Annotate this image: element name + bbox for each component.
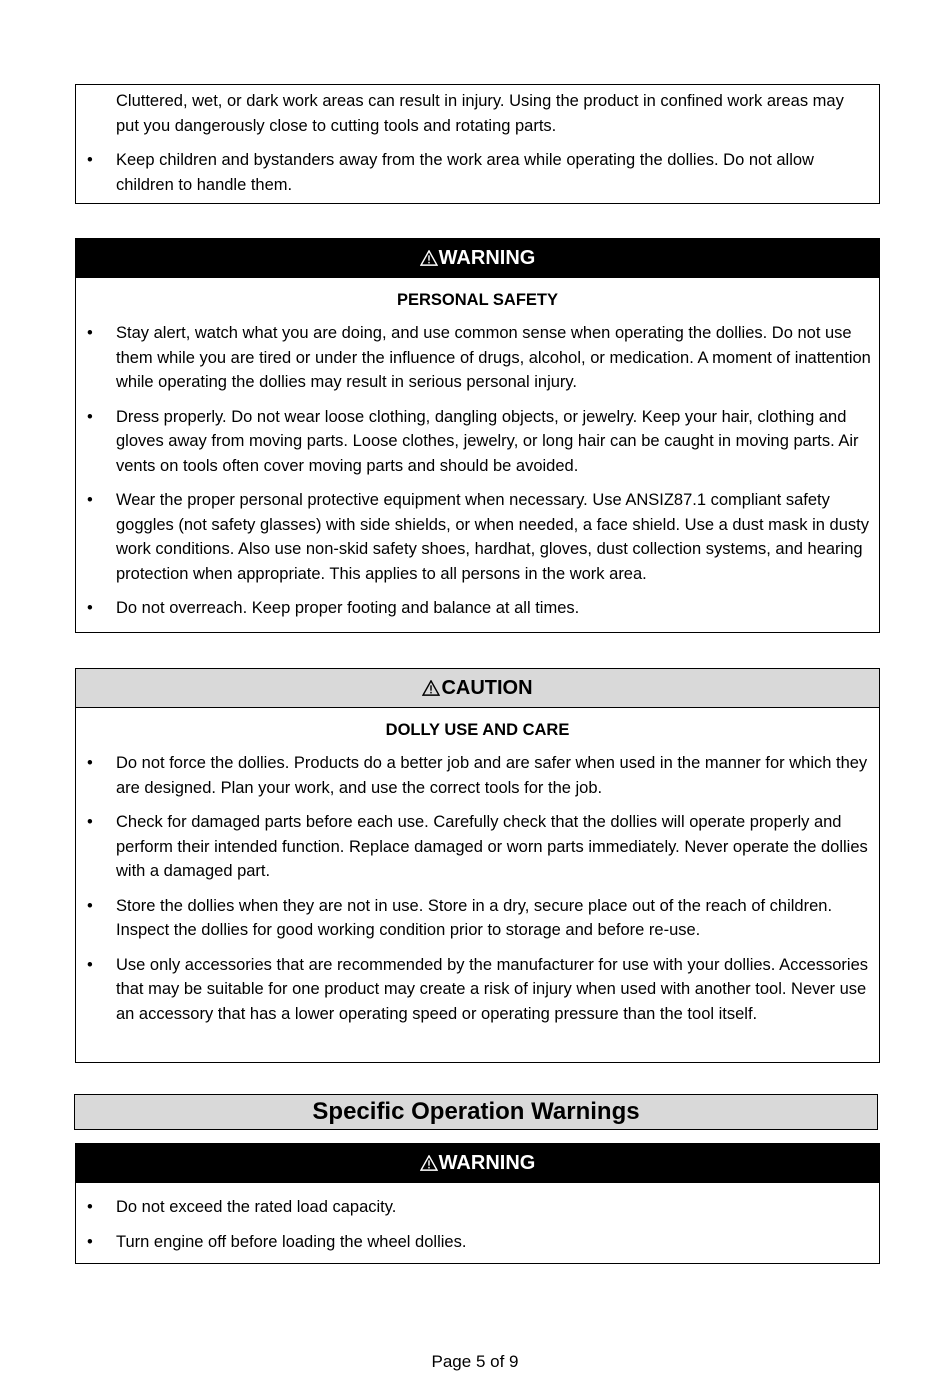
list-item [76,751,879,800]
list-item [76,953,879,1027]
list-item-text: Keep children and bystanders away from the work area while operating the dollies. Do not allow children to handle them. [116,151,814,194]
list-item-text: Check for damaged parts before each use. Carefully check that the dollies will operate properly and perform their intended function. Replace damaged or worn parts immediately. Never operate the dollies with a damaged part. [116,813,868,880]
list-item [76,596,879,621]
bullet: • [87,1232,93,1251]
warning-triangle-icon [420,1155,438,1171]
operation-warning-box [75,1143,880,1264]
caution-banner [76,669,879,708]
list-item [76,148,879,197]
dolly-care-list [76,751,879,1026]
list-item [76,1230,879,1255]
list-item-text: Do not overreach. Keep proper footing and balance at all times. [116,599,580,617]
list-item-text: Use only accessories that are recommended by the manufacturer for use with your dollies. Accessories that may be suitable for one product may create a risk of injury when used with another tool. Never use an accessory that has a lower operating speed or operating pressure than the tool itself. [116,955,869,1023]
list-item [76,810,879,884]
list-item-text: Turn engine off before loading the wheel dollies. [116,1232,467,1251]
personal-safety-list [76,321,879,621]
bullet: • [87,599,93,617]
operation-warning-list [76,1195,879,1254]
list-item-text: Wear the proper personal protective equipment when necessary. Use ANSIZ87.1 compliant safety goggles (not safety glasses) with side shields, or when needed, a face shield. Use a dust mask in dusty work conditions. Also use non-skid safety shoes, hardhat, gloves, dust collection systems, and hearing protection when appropriate. This applies to all persons in the work area. [116,491,869,583]
bullet: • [87,151,93,169]
list-item [76,488,879,586]
list-item-text: Dress properly. Do not wear loose clothing, dangling objects, or jewelry. Keep your hair, clothing and gloves away from moving parts. Loose clothes, jewelry, or long hair can be caught in moving parts. Air vents on tools often cover moving parts and should be avoided. [116,407,859,475]
warning-banner [76,1144,879,1183]
list-item [76,894,879,943]
work-area-safety-box [75,84,880,204]
bullet: • [87,813,93,831]
list-item-text: Store the dollies when they are not in use. Store in a dry, secure place out of the reach of children. Inspect the dollies for good working condition prior to storage and before re-use. [116,896,833,939]
warning-triangle-icon [422,680,440,696]
bullet: • [87,896,93,915]
caution-label: CAUTION [441,676,533,699]
warning-triangle-icon [420,250,438,266]
list-item-text: Cluttered, wet, or dark work areas can result in injury. Using the product in confined work areas may put you dangerously close to cutting tools and rotating parts. [116,92,844,135]
warning-label: WARNING [438,1151,536,1174]
list-item [76,405,879,479]
list-item-text: Stay alert, watch what you are doing, and use common sense when operating the dollies. Do not use them while you are tired or under the influence of drugs, alcohol, or medication. A moment of inattention while operating the dollies may result in serious personal injury. [116,324,871,391]
dolly-use-care-box [75,668,880,1063]
list-item [76,89,879,138]
warning-label: WARNING [438,246,536,269]
bullet: • [87,955,93,974]
list-item-text: Do not exceed the rated load capacity. [116,1198,397,1216]
personal-safety-box [75,238,880,633]
bullet: • [87,324,93,342]
page-number: Page 5 of 9 [431,1352,519,1371]
section-title: Specific Operation Warnings [74,1094,878,1130]
list-item [76,1195,879,1220]
list-item-text: Do not force the dollies. Products do a better job and are safer when used in the manner for which they are designed. Plan your work, and use the correct tools for the job. [116,754,868,797]
bullet: • [87,754,93,772]
list-item [76,321,879,395]
section-heading: PERSONAL SAFETY [396,291,559,309]
section-heading: DOLLY USE AND CARE [385,721,570,739]
bullet: • [87,1198,93,1216]
warning-banner [76,239,879,278]
bullet: • [87,407,93,426]
bullet: • [87,491,93,509]
work-area-list [76,89,879,197]
